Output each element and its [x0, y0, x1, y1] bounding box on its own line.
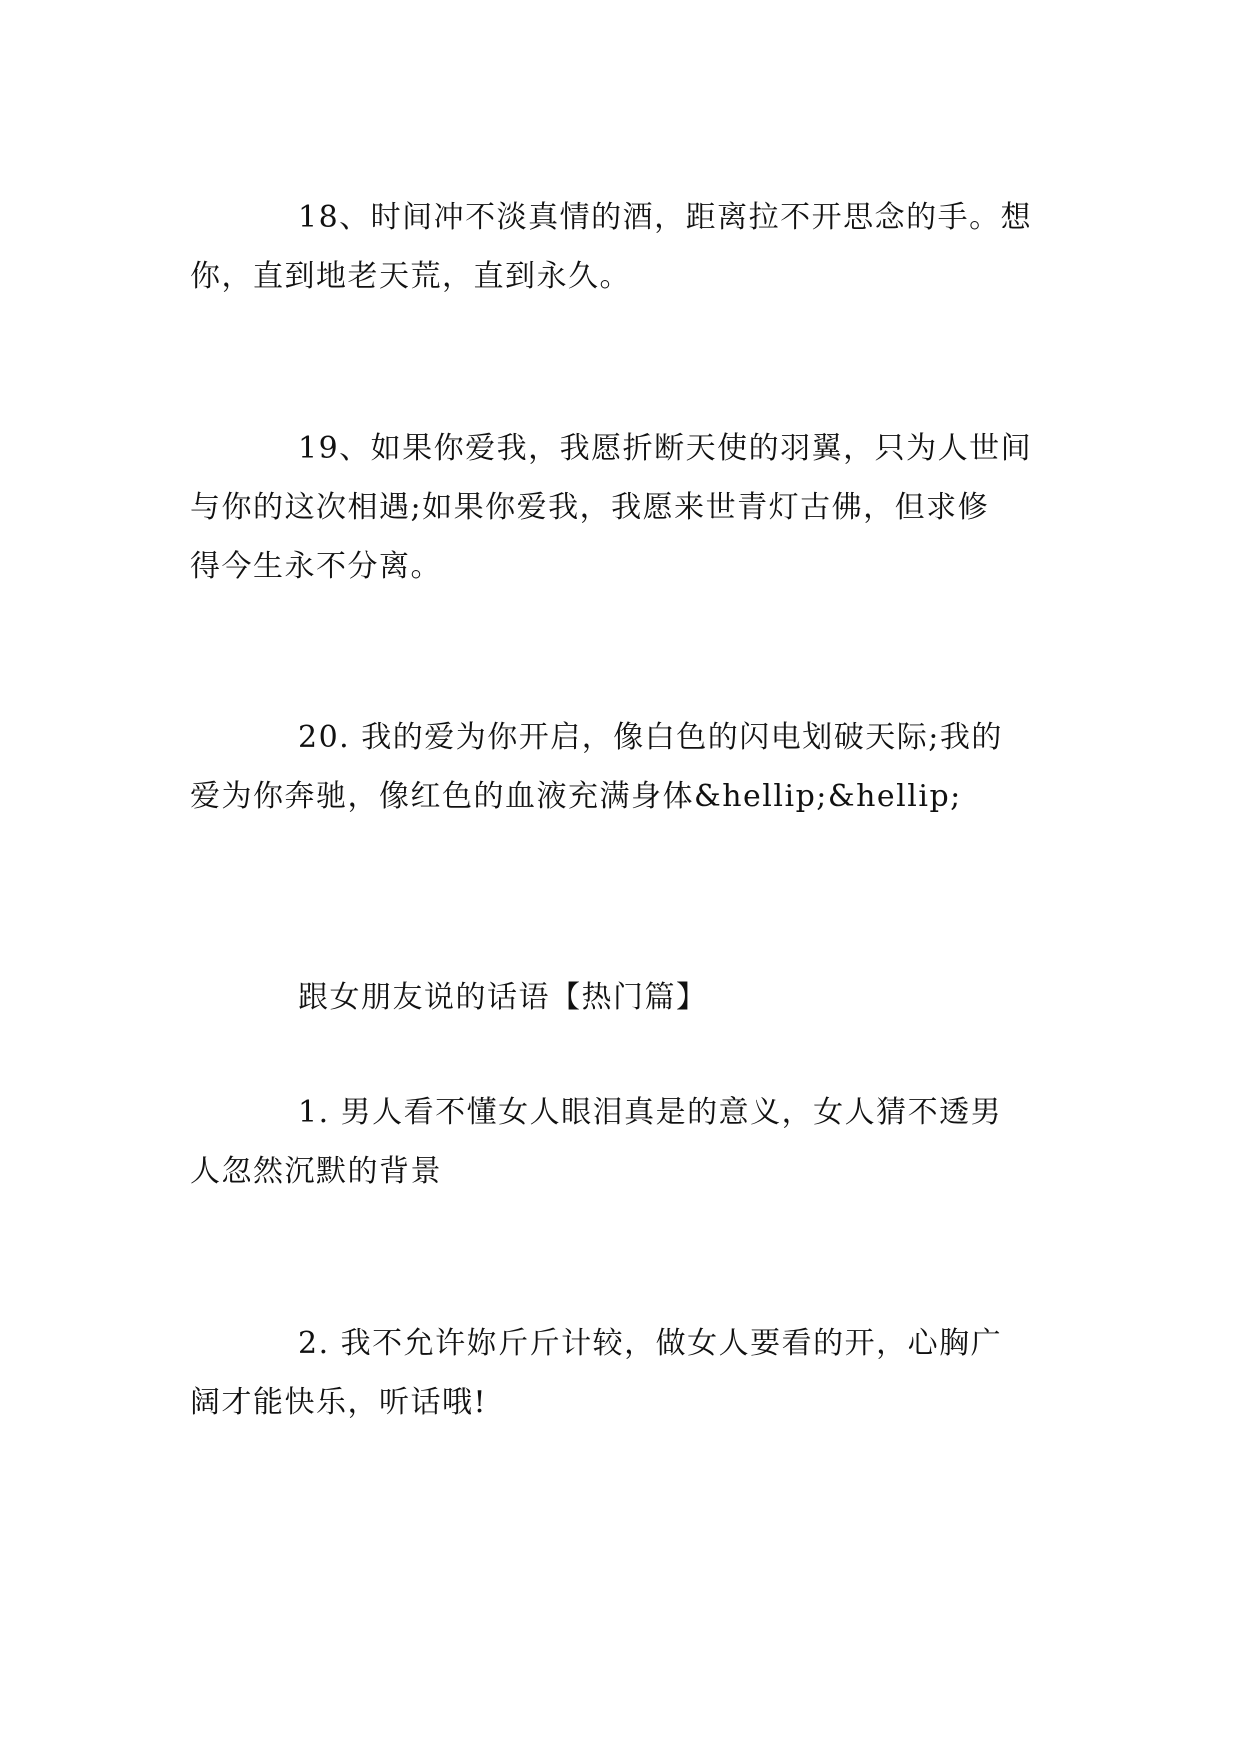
section-paragraph-2: [190, 1314, 1060, 1432]
paragraph-line: 得今生永不分离。: [190, 549, 442, 584]
section-heading: 跟女朋友说的话语【热门篇】: [298, 980, 708, 1015]
paragraph-18: [190, 188, 1060, 306]
paragraph-20: [190, 708, 1060, 826]
paragraph-line: 人忽然沉默的背景: [190, 1154, 442, 1189]
paragraph-line: 20. 我的爱为你开启，像白色的闪电划破天际;我的: [298, 720, 1003, 755]
paragraph-line: 19、如果你爱我，我愿折断天使的羽翼，只为人世间: [298, 431, 1033, 466]
paragraph-19: [190, 419, 1060, 596]
paragraph-line: 阔才能快乐，听话哦!: [190, 1385, 488, 1420]
paragraph-line: 2. 我不允许妳斤斤计较，做女人要看的开，心胸广: [298, 1326, 1003, 1361]
paragraph-line: 18、时间冲不淡真情的酒，距离拉不开思念的手。想: [298, 200, 1033, 235]
paragraph-line: 你，直到地老天荒，直到永久。: [190, 259, 631, 294]
paragraph-line: 与你的这次相遇;如果你爱我，我愿来世青灯古佛，但求修: [190, 490, 990, 525]
paragraph-line: 1. 男人看不懂女人眼泪真是的意义，女人猜不透男: [298, 1095, 1003, 1130]
section-paragraph-1: [190, 1083, 1060, 1201]
paragraph-line: 爱为你奔驰，像红色的血液充满身体&hellip;&hellip;: [190, 779, 962, 814]
